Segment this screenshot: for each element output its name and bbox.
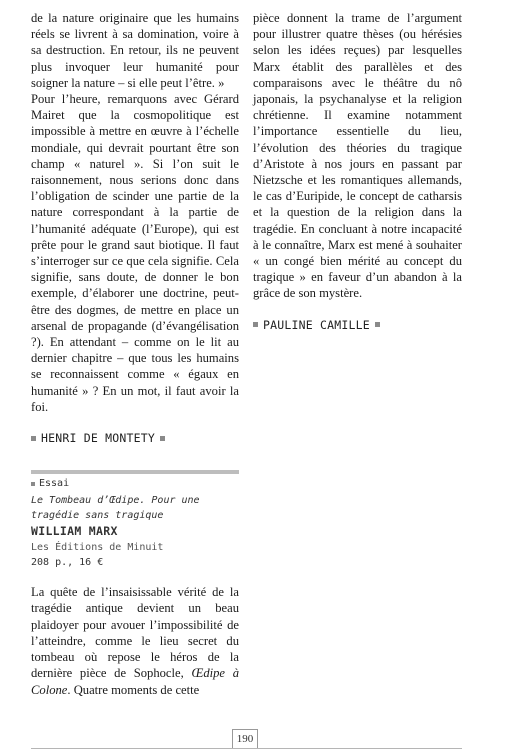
paragraph-body: Pour l’heure, remarquons avec Gérard Mairet que la cosmopolitique est impossible à mettre en œuvre à l’échelle mondiale, qui devrait pourtant être son champ « naturel ». Si l’on suit le raisonnement, nous serions donc dans l’obligation de scinder une partie de la nature correspondant à la partie de l’humanité adéquate (l’Europe), qui est prête pour le grand saut biotique. Il faut s’interroger sur ce que cela signifie. Cela signifie, sans doute, de donner le bon exemple, d’élaborer une doctrine, peut-être des dogmes, de mettre en place un arsenal de propagande (d’évangélisation ?). En attendant – comme on le lit au dernier chapitre – que tous les humains se reconnaissent comme « égaux en humanité » ? En un mot, il faut avoir la foi. — [31, 92, 239, 414]
square-bullet-icon — [375, 322, 380, 327]
book-title: Le Tombeau d’Œdipe. Pour une tragédie sans tragique — [31, 495, 200, 522]
signature-name: PAULINE CAMILLE — [263, 317, 370, 332]
book-publisher: Les Éditions de Minuit — [31, 542, 164, 554]
review-intro: La quête de l’insaisissable vérité de la tragédie antique devient un beau plaidoyer pour avouer l’impossibilité de l’atteindre, comme le lieu secret du tombeau où repose le héros de la dernière pièce de Sophocle, — [31, 585, 239, 681]
square-bullet-icon — [31, 436, 36, 441]
footer-divider — [31, 748, 462, 749]
signature-name: HENRI DE MONTETY — [41, 431, 155, 446]
square-bullet-icon — [160, 436, 165, 441]
review-intro-tail: . Quatre moments de cette — [67, 682, 200, 697]
book-genre — [31, 477, 239, 491]
right-column — [253, 10, 462, 333]
genre-label: Essai — [39, 478, 70, 490]
book-price: 208 p., 16 € — [31, 557, 104, 569]
author-signature — [31, 430, 239, 446]
paragraph-continuation: de la nature originaire que les humains réels se livrent à sa domination, voire à sa destruction. En retour, ils ne peuvent plus invoquer leur humanité pour soigner la nature – si elle peut l’être. » — [31, 11, 239, 90]
book-author: WILLIAM MARX — [31, 524, 118, 539]
left-column — [31, 10, 239, 698]
page-number: 190 — [232, 729, 258, 749]
author-signature — [253, 317, 462, 333]
square-bullet-icon — [253, 322, 258, 327]
review-continuation: pièce donnent la trame de l’argument pour illustrer quatre thèses (ou hérésies selon les idées reçues) par lesquelles Marx établit des parallèles et des comparaisons avec le théâtre du nô japonais, la psychanalyse et la religion chrétienne. Il examine notamment l’importance essentielle du lieu, l’évolution des théories du tragique d’Aristote à nos jours en passant par Nietzsche et les romantiques allemands, le cas d’Euripide, le concept de catharsis et la question de la religion dans la tragédie. En concluant à notre incapacité à le connaître, Marx est mené à souhaiter « un congé bien mérité au concept du tragique » en faveur d’un abandon à la grâce de son mystère. — [253, 11, 462, 301]
work-title: Œdipe à Colone — [31, 666, 239, 697]
book-info-box — [31, 470, 239, 570]
square-bullet-icon — [31, 482, 35, 486]
review-paragraph — [31, 584, 239, 697]
